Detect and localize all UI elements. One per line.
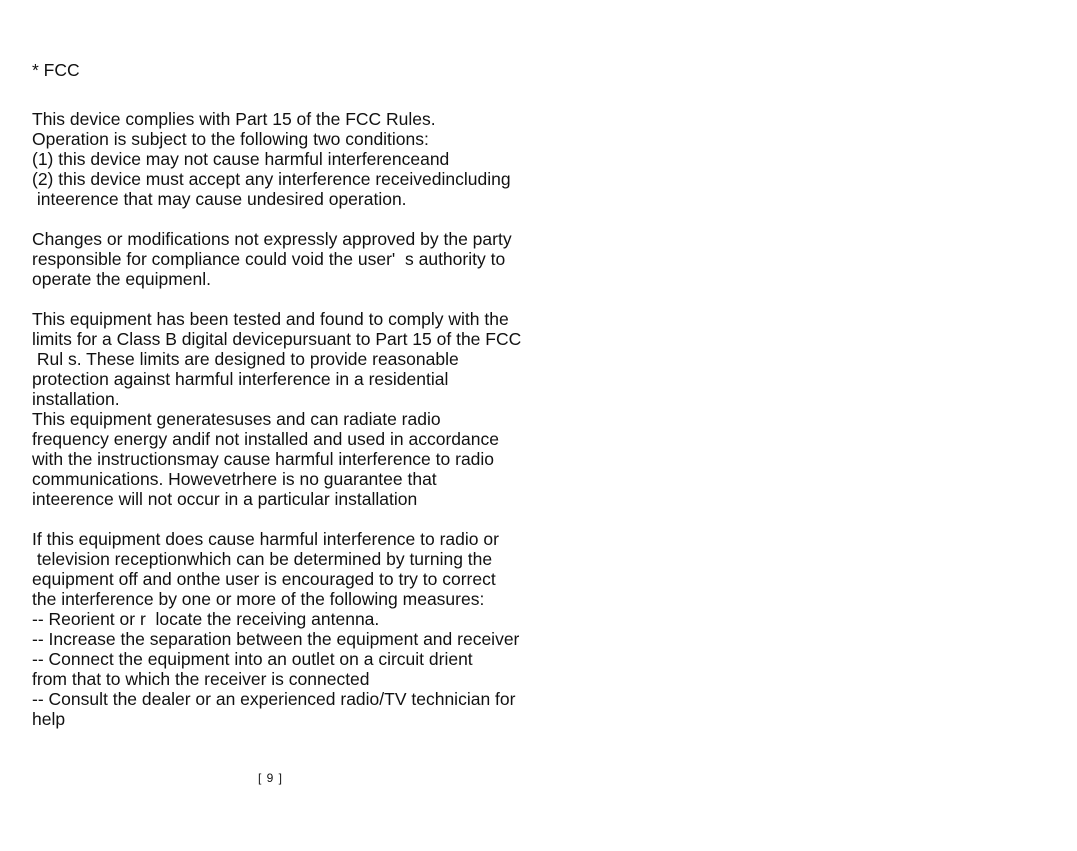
text-line: (1) this device may not cause harmful interferenceand [32, 149, 450, 169]
list-item: -- Consult the dealer or an experienced radio/TV technician for [32, 689, 516, 709]
page-number: [ 9 ] [258, 771, 284, 785]
text-line: If this equipment does cause harmful interference to radio or [32, 529, 499, 549]
text-line: installation. [32, 389, 120, 409]
text-line: responsible for compliance could void the user' s authority to [32, 249, 506, 269]
text-line: protection against harmful interference in a residential [32, 369, 449, 389]
text-line: the interference by one or more of the following measures: [32, 589, 485, 609]
list-item: -- Increase the separation between the equipment and receiver [32, 629, 520, 649]
text-line: with the instructionsmay cause harmful interference to radio [32, 449, 495, 469]
text-line: equipment off and onthe user is encouraged to try to correct [32, 569, 496, 589]
list-item: -- Connect the equipment into an outlet on a circuit drient [32, 649, 473, 669]
paragraph-compliance-conditions [32, 109, 592, 209]
text-line: Operation is subject to the following two conditions: [32, 129, 429, 149]
text-line: limits for a Class B digital devicepursuant to Part 15 of the FCC [32, 329, 522, 349]
text-line: This device complies with Part 15 of the FCC Rules. [32, 109, 436, 129]
text-line: television receptionwhich can be determined by turning the [32, 549, 493, 569]
text-line: operate the equipmenl. [32, 269, 212, 289]
text-line: from that to which the receiver is connected [32, 669, 370, 689]
text-line: Changes or modifications not expressly approved by the party [32, 229, 512, 249]
text-line: inteerence that may cause undesired operation. [32, 189, 407, 209]
text-line: inteerence will not occur in a particular installation [32, 489, 418, 509]
paragraph-class-b-limits [32, 309, 592, 509]
text-line: Rul s. These limits are designed to provide reasonable [32, 349, 459, 369]
text-line: help [32, 709, 66, 729]
list-item: -- Reorient or r locate the receiving antenna. [32, 609, 380, 629]
text-line: This equipment has been tested and found to comply with the [32, 309, 509, 329]
text-line: communications. Howevetrhere is no guarantee that [32, 469, 437, 489]
paragraph-interference-measures [32, 529, 592, 729]
text-line: frequency energy andif not installed and used in accordance [32, 429, 499, 449]
text-line: This equipment generatesuses and can radiate radio [32, 409, 441, 429]
text-line: (2) this device must accept any interference receivedincluding [32, 169, 511, 189]
section-heading: * FCC [32, 60, 80, 80]
paragraph-modifications-warning [32, 229, 592, 289]
